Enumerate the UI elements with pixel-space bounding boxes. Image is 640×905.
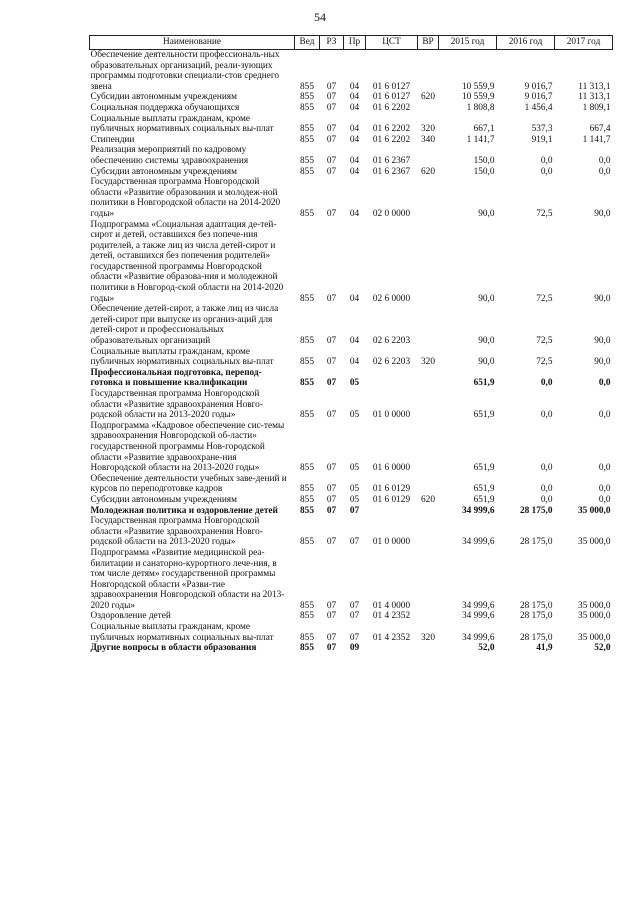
col-header-ved: Вед bbox=[295, 36, 320, 50]
cell-pr: 05 bbox=[349, 484, 360, 495]
cell-2015: 651,9 bbox=[473, 494, 495, 505]
cell-cst: 01 6 0127 bbox=[372, 92, 411, 103]
table-row bbox=[90, 135, 613, 146]
cell-rz: 07 bbox=[326, 378, 337, 389]
cell-2015: 90,0 bbox=[478, 293, 495, 304]
cell-2016: 9 016,7 bbox=[524, 81, 553, 92]
cell-2016: 28 175,0 bbox=[519, 537, 553, 548]
cell-vr bbox=[418, 643, 439, 654]
cell-2016: 72,5 bbox=[536, 293, 553, 304]
cell-rz: 07 bbox=[326, 336, 337, 347]
cell-name: Социальная поддержка обучающихся bbox=[90, 102, 240, 113]
cell-2017: 0,0 bbox=[598, 463, 611, 474]
cell-2015: 651,9 bbox=[473, 463, 495, 474]
cell-name: Реализация мероприятий по кадровому обеспечению системы здравоохранения bbox=[90, 145, 249, 166]
table-row bbox=[90, 103, 613, 114]
cell-2017: 0,0 bbox=[598, 494, 611, 505]
cell-2016: 0,0 bbox=[540, 463, 553, 474]
cell-2015: 10 559,9 bbox=[461, 92, 495, 103]
cell-pr: 04 bbox=[349, 81, 360, 92]
cell-cst: 01 6 2202 bbox=[372, 102, 411, 113]
cell-2017: 0,0 bbox=[598, 410, 611, 421]
cell-pr: 04 bbox=[349, 102, 360, 113]
cell-2016: 0,0 bbox=[540, 410, 553, 421]
cell-2016: 72,5 bbox=[536, 208, 553, 219]
cell-ved: 855 bbox=[300, 155, 314, 166]
col-header-pr: Пр bbox=[344, 36, 366, 50]
cell-2015: 34 999,6 bbox=[461, 632, 495, 643]
cell-cst: 01 6 2202 bbox=[372, 124, 411, 135]
cell-cst: 01 4 2352 bbox=[372, 632, 411, 643]
cell-vr: 620 bbox=[421, 166, 435, 177]
cell-pr: 05 bbox=[349, 463, 360, 474]
cell-2016: 0,0 bbox=[540, 484, 553, 495]
cell-cst: 01 4 0000 bbox=[372, 600, 411, 611]
table-row bbox=[90, 114, 613, 135]
cell-ved: 855 bbox=[300, 124, 314, 135]
cell-vr: 340 bbox=[421, 134, 435, 145]
col-header-2015: 2015 год bbox=[439, 36, 497, 50]
cell-ved: 855 bbox=[300, 410, 314, 421]
cell-pr: 04 bbox=[349, 124, 360, 135]
cell-rz: 07 bbox=[326, 484, 337, 495]
cell-vr bbox=[418, 103, 439, 114]
table-row bbox=[90, 548, 613, 612]
cell-cst: 01 6 0129 bbox=[372, 494, 411, 505]
cell-ved: 855 bbox=[300, 463, 314, 474]
cell-2015: 34 999,6 bbox=[461, 600, 495, 611]
cell-rz: 07 bbox=[326, 611, 337, 622]
cell-ved: 855 bbox=[300, 102, 314, 113]
cell-name: Субсидии автономным учреждениям bbox=[90, 494, 237, 505]
cell-name: Профессиональная подготовка, перепод-готовка и повышение квалификации bbox=[90, 367, 262, 389]
table-row bbox=[90, 167, 613, 178]
cell-name: Молодежная политика и оздоровление детей bbox=[90, 505, 278, 516]
cell-ved: 855 bbox=[300, 537, 314, 548]
cell-ved: 855 bbox=[300, 166, 314, 177]
cell-ved: 855 bbox=[300, 208, 314, 219]
table-header-row bbox=[90, 36, 613, 50]
cell-name: Другие вопросы в области образования bbox=[90, 643, 257, 654]
cell-rz: 07 bbox=[326, 463, 337, 474]
cell-rz: 07 bbox=[326, 494, 337, 505]
cell-ved: 855 bbox=[300, 600, 314, 611]
cell-vr bbox=[418, 506, 439, 517]
cell-2017: 0,0 bbox=[598, 155, 611, 166]
table-row bbox=[90, 622, 613, 643]
cell-name: Подпрограмма «Кадровое обеспечение сис-темы здравоохранения Новгородской об-ласти» государственной программы Нов-городской области «Развитие здравоохране-ния Новгородской области на 2013-2020 годы» bbox=[90, 420, 285, 474]
cell-vr bbox=[418, 368, 439, 389]
cell-rz: 07 bbox=[326, 357, 337, 368]
cell-vr bbox=[418, 389, 439, 421]
cell-rz: 07 bbox=[326, 410, 337, 421]
col-header-2016: 2016 год bbox=[497, 36, 555, 50]
cell-name: Обеспечение детей-сирот, а также лиц из числа детей-сирот при выпуске из организ-аций для детей-сирот и профессиональных образовательных организаций bbox=[90, 304, 279, 347]
cell-pr: 05 bbox=[349, 410, 360, 421]
cell-name: Государственная программа Новгородской области «Развитие здравоохранения Новго-родской области на 2013-2020 годы» bbox=[90, 389, 263, 421]
table-row bbox=[90, 421, 613, 474]
cell-pr: 07 bbox=[349, 600, 360, 611]
cell-2015: 90,0 bbox=[478, 357, 495, 368]
cell-ved: 855 bbox=[300, 134, 314, 145]
cell-ved: 855 bbox=[300, 494, 314, 505]
table-row bbox=[90, 50, 613, 93]
table-row bbox=[90, 220, 613, 305]
cell-2016: 0,0 bbox=[540, 494, 553, 505]
cell-2015: 651,9 bbox=[473, 378, 495, 389]
cell-2017: 90,0 bbox=[594, 208, 611, 219]
table-row bbox=[90, 145, 613, 166]
table-row bbox=[90, 474, 613, 495]
cell-vr bbox=[418, 611, 439, 622]
cell-2017: 35 000,0 bbox=[577, 537, 611, 548]
col-header-name: Наименование bbox=[90, 36, 295, 50]
cell-cst: 01 6 2367 bbox=[372, 155, 411, 166]
cell-2015: 10 559,9 bbox=[461, 81, 495, 92]
cell-name: Обеспечение деятельности профессиональ-ных образовательных организаций, реали-зующих программы подготовки специали-стов среднего звена bbox=[90, 50, 280, 92]
cell-name: Социальные выплаты гражданам, кроме публичных нормативных социальных вы-плат bbox=[90, 113, 274, 135]
cell-2016: 1 456,4 bbox=[524, 102, 553, 113]
cell-rz: 07 bbox=[326, 155, 337, 166]
cell-2015: 150,0 bbox=[473, 155, 495, 166]
table-row bbox=[90, 643, 613, 654]
cell-2017: 1 141,7 bbox=[582, 134, 611, 145]
cell-name: Оздоровление детей bbox=[90, 611, 171, 622]
cell-name: Государственная программа Новгородской области «Развитие здравоохранения Новго-родской области на 2013-2020 годы» bbox=[90, 516, 263, 548]
cell-cst: 01 6 2202 bbox=[372, 134, 411, 145]
table-row bbox=[90, 389, 613, 421]
cell-cst: 01 6 0000 bbox=[372, 463, 411, 474]
cell-rz: 07 bbox=[326, 81, 337, 92]
cell-2016: 28 175,0 bbox=[519, 505, 553, 516]
cell-ved: 855 bbox=[300, 643, 314, 654]
cell-2015: 651,9 bbox=[473, 484, 495, 495]
cell-vr bbox=[418, 177, 439, 219]
cell-vr bbox=[418, 50, 439, 93]
cell-2015: 1 141,7 bbox=[466, 134, 495, 145]
cell-vr bbox=[418, 421, 439, 474]
cell-2017: 90,0 bbox=[594, 293, 611, 304]
cell-vr: 320 bbox=[421, 632, 435, 643]
cell-name: Социальные выплаты гражданам, кроме публичных нормативных социальных вы-плат bbox=[90, 622, 274, 643]
cell-pr: 04 bbox=[349, 92, 360, 103]
cell-vr bbox=[418, 145, 439, 166]
cell-name: Субсидии автономным учреждениям bbox=[90, 166, 237, 177]
table-row bbox=[90, 92, 613, 103]
cell-2017: 0,0 bbox=[598, 484, 611, 495]
cell-pr: 04 bbox=[349, 155, 360, 166]
cell-rz: 07 bbox=[326, 208, 337, 219]
cell-ved: 855 bbox=[300, 611, 314, 622]
cell-2017: 35 000,0 bbox=[577, 505, 611, 516]
table-body bbox=[90, 50, 613, 654]
cell-2015: 34 999,6 bbox=[461, 611, 495, 622]
cell-2017: 0,0 bbox=[598, 166, 611, 177]
cell-rz: 07 bbox=[326, 102, 337, 113]
cell-rz: 07 bbox=[326, 537, 337, 548]
page-number: 54 bbox=[314, 10, 326, 24]
table-row bbox=[90, 177, 613, 219]
cell-2016: 28 175,0 bbox=[519, 611, 553, 622]
cell-name: Государственная программа Новгородской области «Развитие образования и молодеж-ной политики в Новгородской области на 2014-2020 годы» bbox=[90, 177, 281, 219]
cell-2017: 0,0 bbox=[598, 378, 611, 389]
cell-2017: 35 000,0 bbox=[577, 611, 611, 622]
cell-name: Субсидии автономным учреждениям bbox=[90, 92, 237, 103]
cell-cst: 01 6 2367 bbox=[372, 166, 411, 177]
col-header-rz: РЗ bbox=[320, 36, 344, 50]
cell-vr: 320 bbox=[421, 357, 435, 368]
cell-pr: 07 bbox=[349, 505, 360, 516]
cell-2015: 150,0 bbox=[473, 166, 495, 177]
cell-vr: 620 bbox=[421, 494, 435, 505]
cell-2015: 52,0 bbox=[478, 643, 495, 654]
cell-2017: 1 809,1 bbox=[582, 102, 611, 113]
cell-2017: 52,0 bbox=[594, 643, 611, 654]
cell-2017: 11 313,1 bbox=[578, 81, 611, 92]
cell-2015: 90,0 bbox=[478, 336, 495, 347]
table-row bbox=[90, 368, 613, 389]
budget-table bbox=[89, 35, 613, 654]
cell-pr: 04 bbox=[349, 293, 360, 304]
cell-vr bbox=[418, 220, 439, 305]
cell-pr: 05 bbox=[349, 378, 360, 389]
cell-cst: 02 6 2203 bbox=[372, 357, 411, 368]
cell-rz: 07 bbox=[326, 293, 337, 304]
cell-2015: 90,0 bbox=[478, 208, 495, 219]
cell-2016: 919,1 bbox=[531, 134, 553, 145]
cell-ved: 855 bbox=[300, 293, 314, 304]
cell-ved: 855 bbox=[300, 92, 314, 103]
col-header-2017: 2017 год bbox=[555, 36, 613, 50]
cell-pr: 04 bbox=[349, 134, 360, 145]
table-row bbox=[90, 304, 613, 346]
cell-pr: 05 bbox=[349, 494, 360, 505]
cell-2017: 35 000,0 bbox=[577, 600, 611, 611]
cell-2016: 0,0 bbox=[540, 378, 553, 389]
col-header-vr: ВР bbox=[418, 36, 439, 50]
cell-vr: 620 bbox=[421, 92, 435, 103]
cell-cst: 02 6 0000 bbox=[372, 293, 411, 304]
cell-2016: 0,0 bbox=[540, 155, 553, 166]
cell-2017: 11 313,1 bbox=[578, 92, 611, 103]
cell-2015: 667,1 bbox=[473, 124, 495, 135]
cell-cst: 01 6 0127 bbox=[372, 81, 411, 92]
cell-2017: 90,0 bbox=[594, 357, 611, 368]
cell-2016: 28 175,0 bbox=[519, 600, 553, 611]
cell-rz: 07 bbox=[326, 92, 337, 103]
cell-vr bbox=[418, 474, 439, 495]
cell-ved: 855 bbox=[300, 81, 314, 92]
cell-pr: 04 bbox=[349, 166, 360, 177]
table-row bbox=[90, 506, 613, 517]
table-row bbox=[90, 495, 613, 506]
cell-2015: 34 999,6 bbox=[461, 537, 495, 548]
cell-ved: 855 bbox=[300, 378, 314, 389]
cell-rz: 07 bbox=[326, 643, 337, 654]
cell-name: Обеспечение деятельности учебных заве-дений и курсов по переподготовке кадров bbox=[90, 473, 287, 495]
cell-pr: 09 bbox=[349, 643, 360, 654]
cell-rz: 07 bbox=[326, 124, 337, 135]
cell-rz: 07 bbox=[326, 166, 337, 177]
cell-rz: 07 bbox=[326, 632, 337, 643]
cell-name: Социальные выплаты гражданам, кроме публичных нормативных социальных вы-плат bbox=[90, 346, 274, 368]
cell-cst: 01 0 0000 bbox=[372, 537, 411, 548]
cell-cst: 01 4 2352 bbox=[372, 611, 411, 622]
cell-cst: 02 0 0000 bbox=[372, 208, 411, 219]
cell-2016: 41,9 bbox=[536, 643, 553, 654]
cell-2016: 9 016,7 bbox=[524, 92, 553, 103]
table-row bbox=[90, 347, 613, 368]
cell-pr: 07 bbox=[349, 537, 360, 548]
cell-vr: 320 bbox=[421, 124, 435, 135]
cell-pr: 04 bbox=[349, 336, 360, 347]
cell-ved: 855 bbox=[300, 336, 314, 347]
cell-cst: 02 6 2203 bbox=[372, 336, 411, 347]
cell-cst bbox=[366, 506, 418, 517]
cell-vr bbox=[418, 548, 439, 612]
cell-2016: 537,3 bbox=[531, 124, 553, 135]
cell-cst: 01 6 0129 bbox=[372, 484, 411, 495]
cell-vr bbox=[418, 516, 439, 548]
cell-pr: 04 bbox=[349, 208, 360, 219]
cell-ved: 855 bbox=[300, 632, 314, 643]
cell-2016: 28 175,0 bbox=[519, 632, 553, 643]
table-row bbox=[90, 516, 613, 548]
cell-rz: 07 bbox=[326, 134, 337, 145]
cell-rz: 07 bbox=[326, 505, 337, 516]
cell-cst bbox=[366, 368, 418, 389]
cell-ved: 855 bbox=[300, 505, 314, 516]
cell-pr: 07 bbox=[349, 632, 360, 643]
cell-2015: 34 999,6 bbox=[461, 505, 495, 516]
cell-2016: 72,5 bbox=[536, 336, 553, 347]
cell-cst: 01 0 0000 bbox=[372, 410, 411, 421]
cell-rz: 07 bbox=[326, 600, 337, 611]
cell-2016: 72,5 bbox=[536, 357, 553, 368]
cell-2017: 667,4 bbox=[589, 124, 611, 135]
cell-2015: 651,9 bbox=[473, 410, 495, 421]
cell-name: Стипендии bbox=[90, 134, 135, 145]
col-header-cst: ЦСТ bbox=[366, 36, 418, 50]
cell-name: Подпрограмма «Развитие медицинской реа-билитации и санаторно-курортного лече-ния, в том числе детям» государственной программы Новгородской области «Разви-тие здравоохранения Новгородской области на 2013-2020 годы» bbox=[90, 547, 285, 611]
cell-2016: 0,0 bbox=[540, 166, 553, 177]
cell-ved: 855 bbox=[300, 484, 314, 495]
cell-cst bbox=[366, 643, 418, 654]
cell-name: Подпрограмма «Социальная адаптация де-тей-сирот и детей, оставшихся без попече-ния родителей, а также лиц из числа детей-сирот и детей, оставшихся без попечения родителей» государственной программы Новгородской области «Развитие образова-ния и молодежной политики в Новгород-ской области на 2014-2020 годы» bbox=[90, 219, 284, 304]
cell-2017: 90,0 bbox=[594, 336, 611, 347]
cell-vr bbox=[418, 304, 439, 346]
cell-2015: 1 808,8 bbox=[466, 102, 495, 113]
cell-pr: 07 bbox=[349, 611, 360, 622]
cell-ved: 855 bbox=[300, 357, 314, 368]
cell-2017: 35 000,0 bbox=[577, 632, 611, 643]
cell-pr: 04 bbox=[349, 357, 360, 368]
table-row bbox=[90, 611, 613, 622]
